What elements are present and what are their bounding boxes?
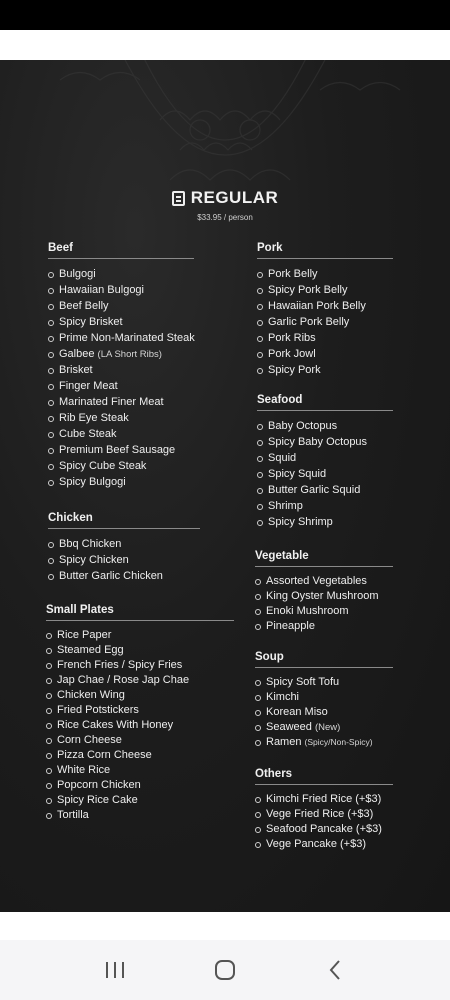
menu-item: Enoki Mushroom — [255, 604, 393, 619]
menu-image — [0, 60, 450, 912]
menu-item: Vege Fried Rice (+$3) — [255, 807, 393, 822]
menu-item: Vege Pancake (+$3) — [255, 837, 393, 852]
menu-item: Rice Cakes With Honey — [46, 718, 234, 733]
section-heading: Beef — [48, 242, 194, 259]
menu-item: Rib Eye Steak — [48, 410, 194, 426]
menu-price: $33.95 / person — [197, 213, 253, 222]
recent-apps-icon — [104, 961, 126, 979]
menu-title-row — [0, 188, 450, 208]
menu-item: Spicy Soft Tofu — [255, 675, 393, 690]
menu-header — [0, 188, 450, 222]
section-seafood — [257, 394, 393, 530]
section-others — [255, 768, 393, 852]
menu-item: Spicy Baby Octopus — [257, 434, 393, 450]
back-button[interactable] — [315, 950, 355, 990]
menu-item-ramen — [255, 735, 393, 750]
menu-item: Pork Belly — [257, 266, 393, 282]
menu-item: Spicy Chicken — [48, 552, 200, 568]
section-heading: Small Plates — [46, 604, 234, 621]
menu-item: Marinated Finer Meat — [48, 394, 194, 410]
section-pork — [257, 242, 393, 378]
menu-item-note: (Spicy/Non-Spicy) — [304, 737, 373, 747]
menu-item: Finger Meat — [48, 378, 194, 394]
section-heading: Vegetable — [255, 550, 393, 567]
menu-item: Spicy Brisket — [48, 314, 194, 330]
menu-item: Premium Beef Sausage — [48, 442, 194, 458]
section-soup — [255, 651, 393, 750]
top-bar — [0, 30, 450, 60]
section-heading: Seafood — [257, 394, 393, 411]
menu-item: Seafood Pancake (+$3) — [255, 822, 393, 837]
menu-item: Garlic Pork Belly — [257, 314, 393, 330]
section-heading: Chicken — [48, 512, 200, 529]
menu-title: REGULAR — [190, 188, 279, 207]
menu-item: Popcorn Chicken — [46, 778, 234, 793]
menu-item: Spicy Pork — [257, 362, 393, 378]
system-navigation-bar — [0, 940, 450, 1000]
menu-item-name: Seaweed — [266, 721, 312, 733]
menu-item: Butter Garlic Squid — [257, 482, 393, 498]
menu-item: King Oyster Mushroom — [255, 589, 393, 604]
menu-item-note: (New) — [314, 722, 341, 733]
menu-item: White Rice — [46, 763, 234, 778]
section-heading: Pork — [257, 242, 393, 259]
menu-item: Pizza Corn Cheese — [46, 748, 234, 763]
menu-item: Spicy Cube Steak — [48, 458, 194, 474]
recent-apps-button[interactable] — [95, 950, 135, 990]
menu-item-name: Galbee — [59, 348, 95, 360]
menu-item: French Fries / Spicy Fries — [46, 658, 234, 673]
menu-item: Steamed Egg — [46, 643, 234, 658]
menu-item: Jap Chae / Rose Jap Chae — [46, 673, 234, 688]
home-button[interactable] — [205, 950, 245, 990]
menu-item-name: Ramen — [266, 736, 302, 748]
menu-item: Pork Ribs — [257, 330, 393, 346]
menu-item: Hawaiian Bulgogi — [48, 282, 194, 298]
menu-item-seaweed — [255, 720, 393, 735]
menu-item: Spicy Pork Belly — [257, 282, 393, 298]
menu-item: Korean Miso — [255, 705, 393, 720]
menu-item: Squid — [257, 450, 393, 466]
restaurant-logo-icon — [172, 191, 185, 206]
section-beef — [48, 242, 194, 490]
menu-item: Prime Non-Marinated Steak — [48, 330, 194, 346]
menu-item: Chicken Wing — [46, 688, 234, 703]
menu-item: Fried Potstickers — [46, 703, 234, 718]
menu-item: Baby Octopus — [257, 418, 393, 434]
section-heading: Soup — [255, 651, 393, 668]
menu-item: Spicy Shrimp — [257, 514, 393, 530]
menu-item: Butter Garlic Chicken — [48, 568, 200, 584]
back-icon — [327, 959, 343, 981]
menu-item: Spicy Bulgogi — [48, 474, 194, 490]
menu-item: Tortilla — [46, 808, 234, 823]
menu-item: Pineapple — [255, 619, 393, 634]
home-icon — [214, 959, 236, 981]
section-small-plates — [46, 604, 234, 823]
section-heading: Others — [255, 768, 393, 785]
menu-item: Cube Steak — [48, 426, 194, 442]
menu-item: Beef Belly — [48, 298, 194, 314]
menu-item: Pork Jowl — [257, 346, 393, 362]
menu-item: Shrimp — [257, 498, 393, 514]
section-chicken — [48, 512, 200, 584]
menu-item: Rice Paper — [46, 628, 234, 643]
menu-item: Spicy Rice Cake — [46, 793, 234, 808]
menu-item: Assorted Vegetables — [255, 574, 393, 589]
menu-item: Kimchi Fried Rice (+$3) — [255, 792, 393, 807]
menu-item-galbee — [48, 346, 194, 362]
menu-item: Bulgogi — [48, 266, 194, 282]
menu-item-note: (LA Short Ribs) — [97, 349, 162, 360]
section-vegetable — [255, 550, 393, 634]
menu-item: Corn Cheese — [46, 733, 234, 748]
menu-item: Kimchi — [255, 690, 393, 705]
menu-item: Brisket — [48, 362, 194, 378]
menu-item: Bbq Chicken — [48, 536, 200, 552]
menu-item: Spicy Squid — [257, 466, 393, 482]
menu-item: Hawaiian Pork Belly — [257, 298, 393, 314]
status-bar — [0, 0, 450, 30]
